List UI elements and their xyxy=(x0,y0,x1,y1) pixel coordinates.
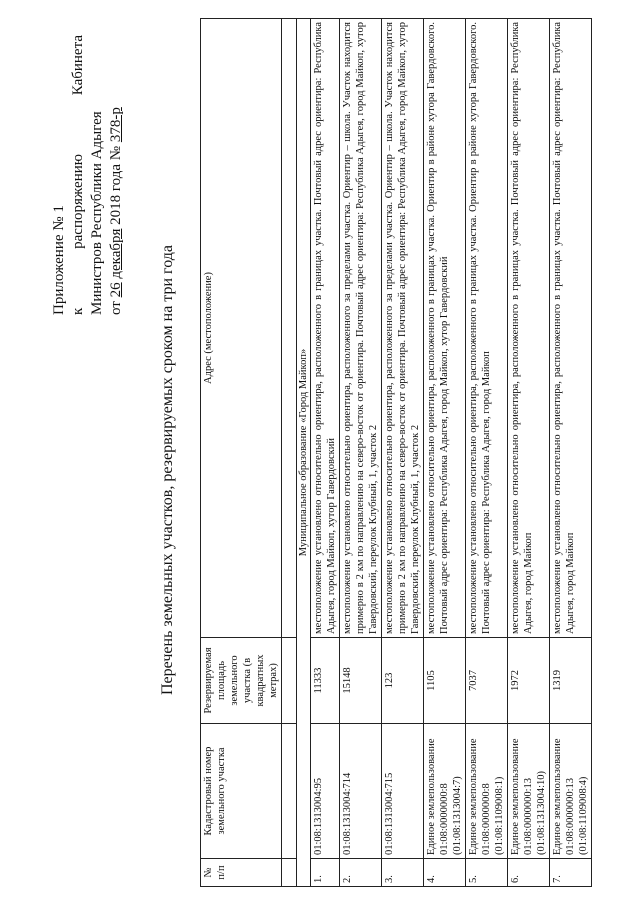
reserved-area: 123 xyxy=(382,638,424,724)
table-row xyxy=(311,19,340,887)
cadastral-number: Единое землепользование xyxy=(510,738,521,855)
table-body xyxy=(282,19,592,887)
blank-cell xyxy=(282,859,297,887)
address-cell: местоположение установлено относительно ориентира, расположенного в границах участка. Ориентир в районе хутора Гавердовского. Почтовый адрес ориентира: Республика Адыгея, город Майкоп, хутор Гавердовский xyxy=(424,19,466,638)
table-row xyxy=(340,19,382,887)
appendix-header xyxy=(50,35,126,315)
appendix-order: распоряжению xyxy=(70,154,86,249)
reserved-area: 7037 xyxy=(466,638,508,724)
cadastral-number: (01:08:1109008:1) xyxy=(494,776,505,855)
appendix-line-4 xyxy=(107,35,126,315)
table-header-row xyxy=(201,19,282,887)
section-row xyxy=(297,19,311,887)
header-area: Резервируемая площадь земельного участка (в квадратных метрах) xyxy=(201,638,282,724)
reserved-area: 11333 xyxy=(311,638,340,724)
appendix-year-number: 2018 года № xyxy=(108,145,124,225)
cadastral-cell xyxy=(550,724,592,859)
cadastral-cell xyxy=(466,724,508,859)
cadastral-number: 01:08:0000000:13 xyxy=(523,777,534,855)
blank-cell xyxy=(282,638,297,724)
appendix-line-3: Министров Республики Адыгея xyxy=(89,111,105,315)
appendix-from: от xyxy=(108,301,124,315)
cadastral-number: 01:08:1313004:714 xyxy=(342,772,353,855)
cadastral-number: (01:08:1313004:10) xyxy=(536,771,547,855)
header-cadastral: Кадастровый номер земельного участка xyxy=(201,724,282,859)
address-cell: местоположение установлено относительно ориентира, расположенного за пределами участка. Ориентир – школа. Участок находится примерно в 2 км по направлению на северо-восток от ориентира. Почтовый адрес ориентира: Республика Адыгея, город Майкоп, хутор Гавердовский, переулок Клубный, 1, участок 2 xyxy=(340,19,382,638)
table-row xyxy=(466,19,508,887)
appendix-line-2 xyxy=(69,35,88,315)
cadastral-cell xyxy=(340,724,382,859)
cadastral-number: 01:08:1313004:95 xyxy=(313,777,324,855)
appendix-line-1: Приложение № 1 xyxy=(51,205,67,315)
cadastral-number: Единое землепользование xyxy=(426,738,437,855)
cadastral-number: 01:08:1313004:715 xyxy=(384,772,395,855)
row-number: 5. xyxy=(466,859,508,887)
row-number: 1. xyxy=(311,859,340,887)
cadastral-number: (01:08:1109008:4) xyxy=(578,776,589,855)
row-number: 7. xyxy=(550,859,592,887)
cadastral-number: 01:08:0000000:8 xyxy=(439,783,450,855)
cadastral-number: 01:08:0000000:13 xyxy=(565,777,576,855)
header-num: № п/п xyxy=(201,859,282,887)
row-number: 4. xyxy=(424,859,466,887)
document-title: Перечень земельных участков, резервируемых сроком на три года xyxy=(159,245,176,695)
reserved-area: 1105 xyxy=(424,638,466,724)
section-title: Муниципальное образование «Город Майкоп» xyxy=(297,19,311,887)
reserved-area: 1972 xyxy=(508,638,550,724)
address-cell: местоположение установлено относительно ориентира, расположенного в границах участка. Ориентир в районе хутора Гавердовского. Почтовый адрес ориентира: Республика Адыгея, город Майкоп xyxy=(466,19,508,638)
row-number: 6. xyxy=(508,859,550,887)
reserved-area: 1319 xyxy=(550,638,592,724)
table-row xyxy=(550,19,592,887)
table-row xyxy=(424,19,466,887)
address-cell: местоположение установлено относительно ориентира, расположенного в границах участка. Почтовый адрес ориентира: Республика Адыгея, город Майкоп xyxy=(550,19,592,638)
address-cell: местоположение установлено относительно ориентира, расположенного за пределами участка. Ориентир – школа. Участок находится примерно в 2 км по направлению на северо-восток от ориентира. Почтовый адрес ориентира: Республика Адыгея, город Майкоп, хутор Гавердовский, переулок Клубный, 1, участок 2 xyxy=(382,19,424,638)
blank-cell xyxy=(282,724,297,859)
cadastral-cell xyxy=(382,724,424,859)
reserved-area: 15148 xyxy=(340,638,382,724)
appendix-order-number: 378-р xyxy=(108,107,124,143)
address-cell: местоположение установлено относительно ориентира, расположенного в границах участка. Почтовый адрес ориентира: Республика Адыгея, город Майкоп, хутор Гавердовский xyxy=(311,19,340,638)
cadastral-cell xyxy=(311,724,340,859)
cadastral-number: Единое землепользование xyxy=(468,738,479,855)
parcels-table xyxy=(200,18,592,887)
blank-cell xyxy=(282,19,297,638)
header-address: Адрес (местоположение) xyxy=(201,19,282,638)
cadastral-number: 01:08:0000000:8 xyxy=(481,783,492,855)
cadastral-number: Единое землепользование xyxy=(552,738,563,855)
row-number: 2. xyxy=(340,859,382,887)
appendix-day: 26 xyxy=(108,282,124,298)
appendix-month: декабря xyxy=(108,228,124,279)
table-row xyxy=(508,19,550,887)
table-row xyxy=(382,19,424,887)
cadastral-number: (01:08:1313004:7) xyxy=(452,776,463,855)
appendix-k: к xyxy=(70,307,86,315)
cadastral-cell xyxy=(508,724,550,859)
blank-row xyxy=(282,19,297,887)
appendix-cabinet: Кабинета xyxy=(70,35,86,96)
cadastral-cell xyxy=(424,724,466,859)
address-cell: местоположение установлено относительно ориентира, расположенного в границах участка. Почтовый адрес ориентира: Республика Адыгея, город Майкоп xyxy=(508,19,550,638)
row-number: 3. xyxy=(382,859,424,887)
